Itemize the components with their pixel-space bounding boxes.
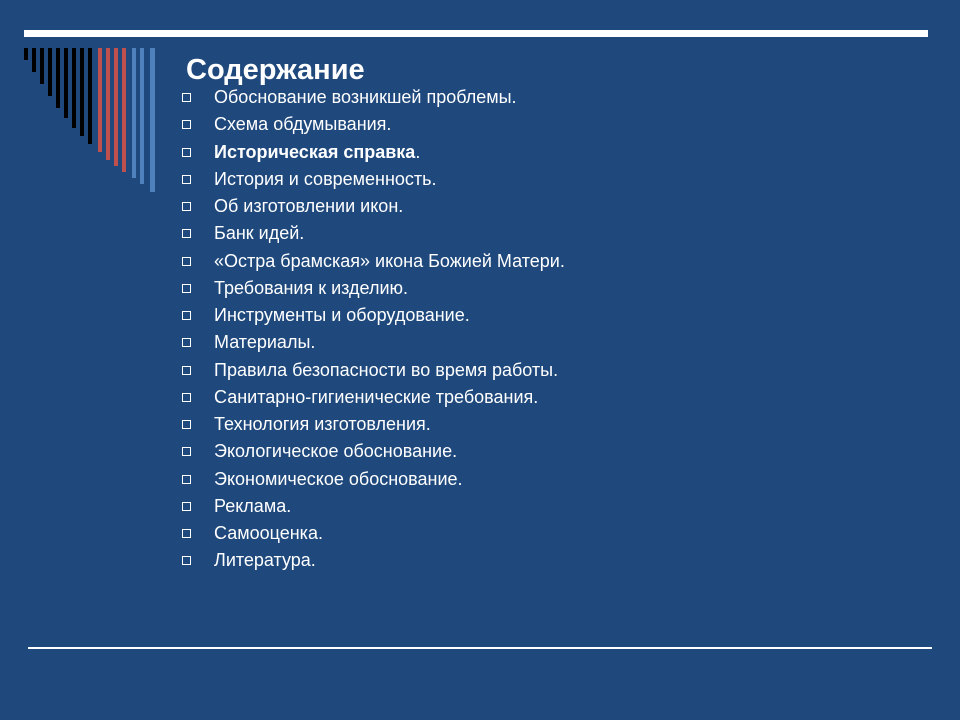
stripe-black-7	[72, 48, 76, 128]
toc-item-label: Требования к изделию.	[214, 277, 409, 298]
toc-item	[180, 466, 565, 493]
toc-item	[180, 84, 565, 111]
toc-item	[180, 520, 565, 547]
toc-item	[180, 329, 565, 356]
square-bullet-icon	[182, 393, 191, 402]
toc-item-label: Правила безопасности во время работы.	[214, 359, 559, 380]
decorative-stripes	[0, 0, 170, 200]
square-bullet-icon	[182, 284, 191, 293]
stripe-red-3	[114, 48, 118, 166]
toc-item	[180, 220, 565, 247]
toc-item-label: Материалы.	[214, 332, 316, 353]
square-bullet-icon	[182, 420, 191, 429]
toc-item-label: «Остра брамская» икона Божией Матери.	[214, 250, 565, 271]
square-bullet-icon	[182, 502, 191, 511]
square-bullet-icon	[182, 311, 191, 320]
toc-item	[180, 139, 565, 166]
toc-item	[180, 111, 565, 138]
toc-item	[180, 248, 565, 275]
stripe-blue-2	[140, 48, 144, 184]
stripe-black-8	[80, 48, 84, 136]
toc-item-label: Экологическое обоснование.	[214, 441, 458, 462]
square-bullet-icon	[182, 148, 191, 157]
toc-item	[180, 411, 565, 438]
toc-item	[180, 493, 565, 520]
toc-item-label: Об изготовлении икон.	[214, 196, 404, 216]
toc-item	[180, 357, 565, 384]
stripe-black-4	[48, 48, 52, 96]
toc-item-label: Экономическое обоснование.	[214, 468, 463, 489]
square-bullet-icon	[182, 556, 191, 565]
square-bullet-icon	[182, 257, 191, 266]
table-of-contents	[180, 84, 565, 575]
stripe-black-9	[88, 48, 92, 144]
toc-item-label: Банк идей.	[214, 223, 305, 244]
toc-item-label: Санитарно-гигиенические требования.	[214, 386, 539, 407]
toc-item-label-bold: Историческая справка	[214, 141, 416, 162]
stripe-blue-3	[150, 48, 155, 192]
toc-item	[180, 193, 565, 220]
stripe-black-2	[32, 48, 36, 72]
toc-item-label: Схема обдумывания.	[214, 114, 392, 135]
square-bullet-icon	[182, 366, 191, 375]
stripe-black-5	[56, 48, 60, 108]
square-bullet-icon	[182, 338, 191, 347]
toc-item-label: Обоснование возникшей проблемы.	[214, 87, 517, 107]
square-bullet-icon	[182, 229, 191, 238]
bottom-divider	[28, 647, 932, 649]
stripe-blue-1	[132, 48, 136, 178]
stripe-red-4	[122, 48, 126, 172]
slide-title: Содержание	[186, 54, 365, 86]
toc-item-label: Литература.	[214, 550, 316, 571]
square-bullet-icon	[182, 120, 191, 129]
stripe-black-1	[24, 48, 28, 60]
toc-item	[180, 275, 565, 302]
square-bullet-icon	[182, 202, 191, 211]
toc-item-label-suffix: .	[415, 141, 421, 162]
toc-item	[180, 547, 565, 574]
square-bullet-icon	[182, 93, 191, 102]
toc-item	[180, 438, 565, 465]
toc-item-label: История и современность.	[214, 168, 437, 189]
square-bullet-icon	[182, 475, 191, 484]
stripe-black-6	[64, 48, 68, 118]
toc-item-label: Инструменты и оборудование.	[214, 305, 470, 325]
square-bullet-icon	[182, 529, 191, 538]
toc-item-label: Технология изготовления.	[214, 414, 431, 434]
stripe-red-1	[98, 48, 102, 152]
square-bullet-icon	[182, 447, 191, 456]
toc-item-label: Самооценка.	[214, 523, 323, 543]
stripe-red-2	[106, 48, 110, 160]
toc-item	[180, 302, 565, 329]
stripe-black-3	[40, 48, 44, 84]
toc-item	[180, 166, 565, 193]
toc-item	[180, 384, 565, 411]
toc-item-label: Реклама.	[214, 495, 292, 516]
square-bullet-icon	[182, 175, 191, 184]
